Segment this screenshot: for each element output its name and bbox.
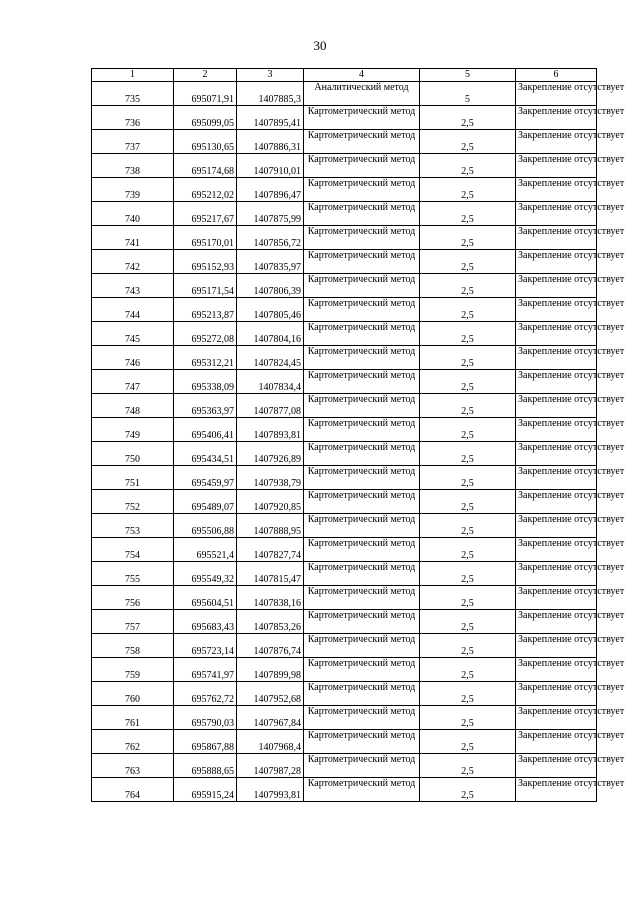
- y-coordinate-cell: 1407838,16: [237, 586, 304, 610]
- fixing-cell: Закрепление отсутствует: [516, 274, 597, 298]
- x-coordinate-cell: 695915,24: [174, 778, 237, 802]
- accuracy-cell: 2,5: [420, 562, 516, 586]
- x-coordinate-cell: 695217,67: [174, 202, 237, 226]
- table-row: [92, 634, 597, 658]
- accuracy-cell: 2,5: [420, 274, 516, 298]
- x-coordinate-cell: 695099,05: [174, 106, 237, 130]
- x-coordinate-cell: 695170,01: [174, 226, 237, 250]
- table-row: [92, 202, 597, 226]
- method-cell: Картометрический метод: [304, 730, 420, 754]
- table-row: [92, 754, 597, 778]
- point-number-cell: 763: [92, 754, 174, 778]
- point-number-cell: 743: [92, 274, 174, 298]
- y-coordinate-cell: 1407926,89: [237, 442, 304, 466]
- y-coordinate-cell: 1407875,99: [237, 202, 304, 226]
- table-row: [92, 418, 597, 442]
- table-row: [92, 274, 597, 298]
- point-number-cell: 755: [92, 562, 174, 586]
- fixing-cell: Закрепление отсутствует: [516, 658, 597, 682]
- point-number-cell: 735: [92, 82, 174, 106]
- x-coordinate-cell: 695174,68: [174, 154, 237, 178]
- method-cell: Картометрический метод: [304, 226, 420, 250]
- fixing-cell: Закрепление отсутствует: [516, 370, 597, 394]
- table-row: [92, 130, 597, 154]
- point-number-cell: 747: [92, 370, 174, 394]
- y-coordinate-cell: 1407824,45: [237, 346, 304, 370]
- method-cell: Картометрический метод: [304, 466, 420, 490]
- table-row: [92, 778, 597, 802]
- y-coordinate-cell: 1407885,3: [237, 82, 304, 106]
- point-number-cell: 754: [92, 538, 174, 562]
- accuracy-cell: 2,5: [420, 682, 516, 706]
- y-coordinate-cell: 1407952,68: [237, 682, 304, 706]
- point-number-cell: 736: [92, 106, 174, 130]
- accuracy-cell: 2,5: [420, 370, 516, 394]
- method-cell: Картометрический метод: [304, 418, 420, 442]
- x-coordinate-cell: 695683,43: [174, 610, 237, 634]
- fixing-cell: Закрепление отсутствует: [516, 586, 597, 610]
- x-coordinate-cell: 695338,09: [174, 370, 237, 394]
- point-number-cell: 752: [92, 490, 174, 514]
- accuracy-cell: 2,5: [420, 586, 516, 610]
- table-row: [92, 682, 597, 706]
- method-cell: Картометрический метод: [304, 586, 420, 610]
- x-coordinate-cell: 695506,88: [174, 514, 237, 538]
- fixing-cell: Закрепление отсутствует: [516, 106, 597, 130]
- method-cell: Картометрический метод: [304, 778, 420, 802]
- table-row: [92, 706, 597, 730]
- x-coordinate-cell: 695741,97: [174, 658, 237, 682]
- y-coordinate-cell: 1407834,4: [237, 370, 304, 394]
- table-header-row: [92, 69, 597, 82]
- table-row: [92, 490, 597, 514]
- method-cell: Картометрический метод: [304, 490, 420, 514]
- accuracy-cell: 2,5: [420, 250, 516, 274]
- y-coordinate-cell: 1407805,46: [237, 298, 304, 322]
- x-coordinate-cell: 695790,03: [174, 706, 237, 730]
- point-number-cell: 750: [92, 442, 174, 466]
- y-coordinate-cell: 1407895,41: [237, 106, 304, 130]
- x-coordinate-cell: 695459,97: [174, 466, 237, 490]
- y-coordinate-cell: 1407827,74: [237, 538, 304, 562]
- header-cell-3: 3: [237, 69, 304, 82]
- header-cell-2: 2: [174, 69, 237, 82]
- fixing-cell: Закрепление отсутствует: [516, 250, 597, 274]
- y-coordinate-cell: 1407920,85: [237, 490, 304, 514]
- x-coordinate-cell: 695489,07: [174, 490, 237, 514]
- coordinates-table: [91, 68, 625, 802]
- x-coordinate-cell: 695130,65: [174, 130, 237, 154]
- accuracy-cell: 2,5: [420, 418, 516, 442]
- y-coordinate-cell: 1407993,81: [237, 778, 304, 802]
- page-number: 30: [313, 38, 327, 53]
- method-cell: Картометрический метод: [304, 154, 420, 178]
- header-cell-6: 6: [516, 69, 597, 82]
- x-coordinate-cell: 695213,87: [174, 298, 237, 322]
- table-row: [92, 298, 597, 322]
- table-row: [92, 250, 597, 274]
- y-coordinate-cell: 1407835,97: [237, 250, 304, 274]
- fixing-cell: Закрепление отсутствует: [516, 730, 597, 754]
- point-number-cell: 745: [92, 322, 174, 346]
- point-number-cell: 748: [92, 394, 174, 418]
- table-row: [92, 82, 597, 106]
- y-coordinate-cell: 1407856,72: [237, 226, 304, 250]
- method-cell: Картометрический метод: [304, 442, 420, 466]
- fixing-cell: Закрепление отсутствует: [516, 562, 597, 586]
- y-coordinate-cell: 1407896,47: [237, 178, 304, 202]
- table-row: [92, 658, 597, 682]
- method-cell: Картометрический метод: [304, 658, 420, 682]
- accuracy-cell: 2,5: [420, 106, 516, 130]
- fixing-cell: Закрепление отсутствует: [516, 490, 597, 514]
- method-cell: Картометрический метод: [304, 394, 420, 418]
- accuracy-cell: 2,5: [420, 202, 516, 226]
- accuracy-cell: 5: [420, 82, 516, 106]
- x-coordinate-cell: 695171,54: [174, 274, 237, 298]
- point-number-cell: 740: [92, 202, 174, 226]
- point-number-cell: 739: [92, 178, 174, 202]
- coordinates-table-body: [92, 69, 625, 802]
- point-number-cell: 746: [92, 346, 174, 370]
- y-coordinate-cell: 1407853,26: [237, 610, 304, 634]
- fixing-cell: Закрепление отсутствует: [516, 298, 597, 322]
- fixing-cell: Закрепление отсутствует: [516, 706, 597, 730]
- y-coordinate-cell: 1407968,4: [237, 730, 304, 754]
- fixing-cell: Закрепление отсутствует: [516, 82, 597, 106]
- method-cell: Картометрический метод: [304, 250, 420, 274]
- method-cell: Картометрический метод: [304, 514, 420, 538]
- point-number-cell: 737: [92, 130, 174, 154]
- fixing-cell: Закрепление отсутствует: [516, 130, 597, 154]
- fixing-cell: Закрепление отсутствует: [516, 778, 597, 802]
- table-row: [92, 394, 597, 418]
- fixing-cell: Закрепление отсутствует: [516, 754, 597, 778]
- method-cell: Картометрический метод: [304, 346, 420, 370]
- x-coordinate-cell: 695888,65: [174, 754, 237, 778]
- method-cell: Картометрический метод: [304, 634, 420, 658]
- method-cell: Картометрический метод: [304, 610, 420, 634]
- accuracy-cell: 2,5: [420, 658, 516, 682]
- fixing-cell: Закрепление отсутствует: [516, 418, 597, 442]
- point-number-cell: 761: [92, 706, 174, 730]
- fixing-cell: Закрепление отсутствует: [516, 538, 597, 562]
- method-cell: Картометрический метод: [304, 202, 420, 226]
- accuracy-cell: 2,5: [420, 466, 516, 490]
- y-coordinate-cell: 1407804,16: [237, 322, 304, 346]
- table-row: [92, 466, 597, 490]
- method-cell: Картометрический метод: [304, 106, 420, 130]
- y-coordinate-cell: 1407876,74: [237, 634, 304, 658]
- table-row: [92, 610, 597, 634]
- accuracy-cell: 2,5: [420, 298, 516, 322]
- table-row: [92, 370, 597, 394]
- point-number-cell: 759: [92, 658, 174, 682]
- x-coordinate-cell: 695867,88: [174, 730, 237, 754]
- method-cell: Картометрический метод: [304, 682, 420, 706]
- table-row: [92, 730, 597, 754]
- x-coordinate-cell: 695071,91: [174, 82, 237, 106]
- table-row: [92, 514, 597, 538]
- y-coordinate-cell: 1407938,79: [237, 466, 304, 490]
- y-coordinate-cell: 1407899,98: [237, 658, 304, 682]
- method-cell: Картометрический метод: [304, 274, 420, 298]
- y-coordinate-cell: 1407877,08: [237, 394, 304, 418]
- method-cell: Картометрический метод: [304, 178, 420, 202]
- x-coordinate-cell: 695312,21: [174, 346, 237, 370]
- accuracy-cell: 2,5: [420, 634, 516, 658]
- point-number-cell: 749: [92, 418, 174, 442]
- method-cell: Картометрический метод: [304, 538, 420, 562]
- table-row: [92, 154, 597, 178]
- y-coordinate-cell: 1407967,84: [237, 706, 304, 730]
- fixing-cell: Закрепление отсутствует: [516, 610, 597, 634]
- accuracy-cell: 2,5: [420, 130, 516, 154]
- x-coordinate-cell: 695272,08: [174, 322, 237, 346]
- point-number-cell: 758: [92, 634, 174, 658]
- fixing-cell: Закрепление отсутствует: [516, 682, 597, 706]
- method-cell: Картометрический метод: [304, 322, 420, 346]
- x-coordinate-cell: 695521,4: [174, 538, 237, 562]
- point-number-cell: 762: [92, 730, 174, 754]
- x-coordinate-cell: 695723,14: [174, 634, 237, 658]
- table-row: [92, 346, 597, 370]
- x-coordinate-cell: 695152,93: [174, 250, 237, 274]
- table-row: [92, 322, 597, 346]
- fixing-cell: Закрепление отсутствует: [516, 346, 597, 370]
- accuracy-cell: 2,5: [420, 154, 516, 178]
- point-number-cell: 756: [92, 586, 174, 610]
- fixing-cell: Закрепление отсутствует: [516, 322, 597, 346]
- point-number-cell: 751: [92, 466, 174, 490]
- method-cell: Картометрический метод: [304, 754, 420, 778]
- accuracy-cell: 2,5: [420, 754, 516, 778]
- point-number-cell: 764: [92, 778, 174, 802]
- x-coordinate-cell: 695604,51: [174, 586, 237, 610]
- x-coordinate-cell: 695363,97: [174, 394, 237, 418]
- fixing-cell: Закрепление отсутствует: [516, 226, 597, 250]
- y-coordinate-cell: 1407910,01: [237, 154, 304, 178]
- accuracy-cell: 2,5: [420, 178, 516, 202]
- header-cell-5: 5: [420, 69, 516, 82]
- method-cell: Аналитический метод: [304, 82, 420, 106]
- point-number-cell: 738: [92, 154, 174, 178]
- x-coordinate-cell: 695549,32: [174, 562, 237, 586]
- fixing-cell: Закрепление отсутствует: [516, 178, 597, 202]
- method-cell: Картометрический метод: [304, 706, 420, 730]
- accuracy-cell: 2,5: [420, 394, 516, 418]
- x-coordinate-cell: 695434,51: [174, 442, 237, 466]
- y-coordinate-cell: 1407806,39: [237, 274, 304, 298]
- fixing-cell: Закрепление отсутствует: [516, 154, 597, 178]
- accuracy-cell: 2,5: [420, 514, 516, 538]
- point-number-cell: 760: [92, 682, 174, 706]
- table-row: [92, 562, 597, 586]
- fixing-cell: Закрепление отсутствует: [516, 394, 597, 418]
- accuracy-cell: 2,5: [420, 778, 516, 802]
- table-row: [92, 538, 597, 562]
- table-row: [92, 226, 597, 250]
- table-row: [92, 106, 597, 130]
- method-cell: Картометрический метод: [304, 298, 420, 322]
- x-coordinate-cell: 695212,02: [174, 178, 237, 202]
- point-number-cell: 753: [92, 514, 174, 538]
- y-coordinate-cell: 1407815,47: [237, 562, 304, 586]
- table-row: [92, 442, 597, 466]
- header-cell-4: 4: [304, 69, 420, 82]
- table-row: [92, 178, 597, 202]
- x-coordinate-cell: 695762,72: [174, 682, 237, 706]
- accuracy-cell: 2,5: [420, 490, 516, 514]
- accuracy-cell: 2,5: [420, 730, 516, 754]
- y-coordinate-cell: 1407886,31: [237, 130, 304, 154]
- point-number-cell: 757: [92, 610, 174, 634]
- x-coordinate-cell: 695406,41: [174, 418, 237, 442]
- accuracy-cell: 2,5: [420, 538, 516, 562]
- accuracy-cell: 2,5: [420, 322, 516, 346]
- method-cell: Картометрический метод: [304, 130, 420, 154]
- method-cell: Картометрический метод: [304, 562, 420, 586]
- accuracy-cell: 2,5: [420, 346, 516, 370]
- point-number-cell: 742: [92, 250, 174, 274]
- accuracy-cell: 2,5: [420, 226, 516, 250]
- accuracy-cell: 2,5: [420, 442, 516, 466]
- accuracy-cell: 2,5: [420, 706, 516, 730]
- y-coordinate-cell: 1407987,28: [237, 754, 304, 778]
- table-row: [92, 586, 597, 610]
- fixing-cell: Закрепление отсутствует: [516, 514, 597, 538]
- y-coordinate-cell: 1407888,95: [237, 514, 304, 538]
- point-number-cell: 741: [92, 226, 174, 250]
- fixing-cell: Закрепление отсутствует: [516, 442, 597, 466]
- y-coordinate-cell: 1407893,81: [237, 418, 304, 442]
- header-cell-1: 1: [92, 69, 174, 82]
- point-number-cell: 744: [92, 298, 174, 322]
- fixing-cell: Закрепление отсутствует: [516, 202, 597, 226]
- method-cell: Картометрический метод: [304, 370, 420, 394]
- fixing-cell: Закрепление отсутствует: [516, 466, 597, 490]
- accuracy-cell: 2,5: [420, 610, 516, 634]
- fixing-cell: Закрепление отсутствует: [516, 634, 597, 658]
